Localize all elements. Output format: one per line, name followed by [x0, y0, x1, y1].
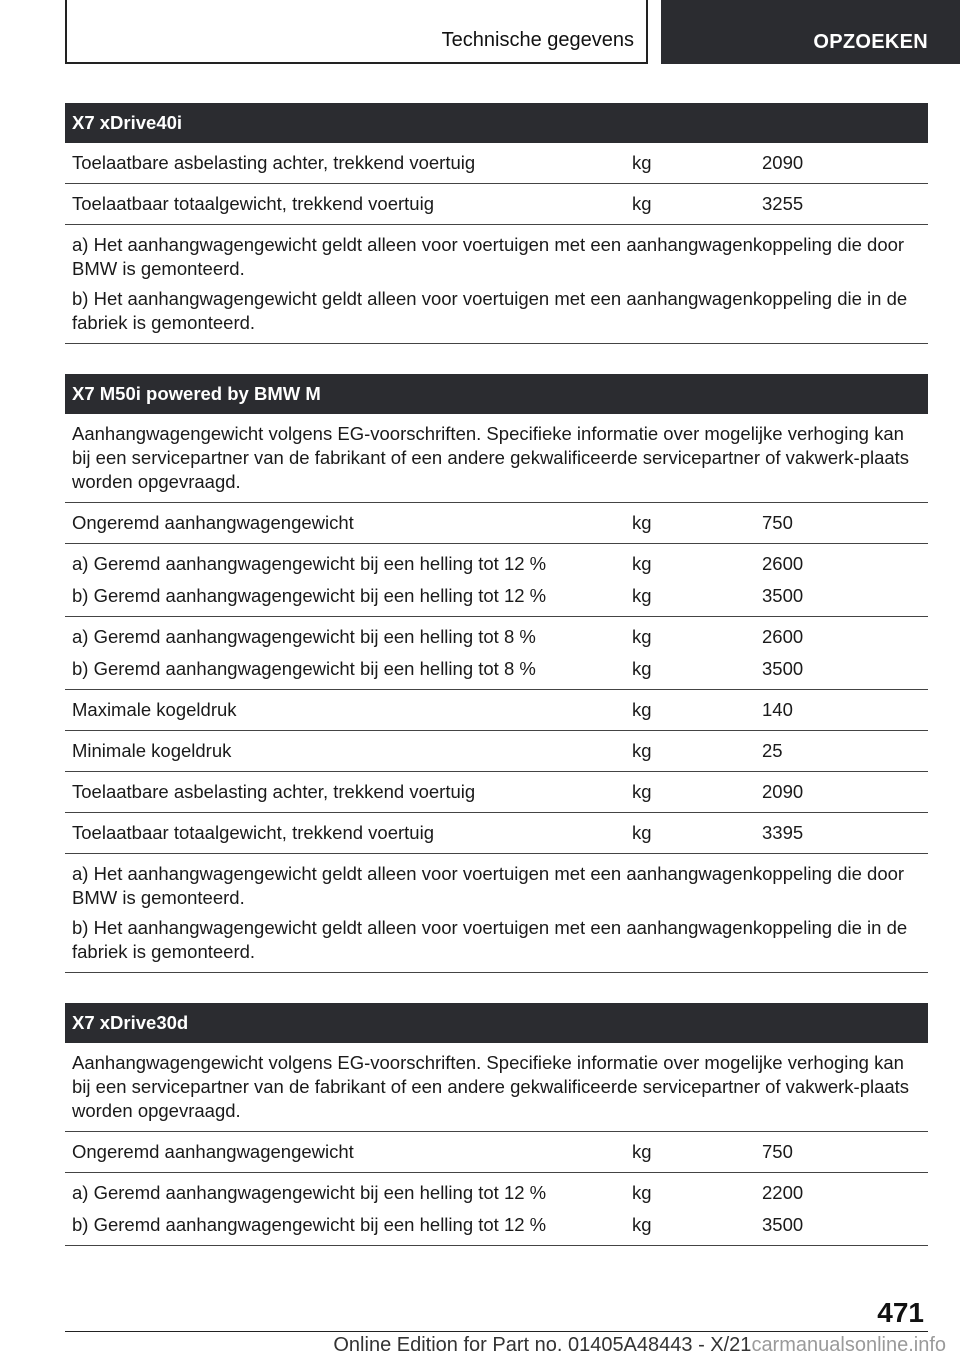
watermark-text: carmanualsonline.info — [751, 1334, 946, 1356]
row-unit — [632, 621, 762, 685]
row-value: 750 — [762, 512, 793, 533]
row-unit: kg — [632, 740, 652, 761]
row-value — [762, 548, 928, 612]
table-row — [65, 617, 928, 690]
row-unit-b: kg — [632, 585, 652, 606]
section-header-xdrive40i: X7 xDrive40i — [65, 103, 928, 143]
row-label-a: a) Geremd aanhangwagengewicht bij een helling tot 12 % — [72, 1182, 547, 1203]
row-label-a: a) Geremd aanhangwagengewicht bij een helling tot 12 % — [72, 553, 547, 574]
row-label: Ongeremd aanhangwagengewicht — [72, 1141, 354, 1162]
section-intro — [65, 1043, 928, 1132]
row-unit: kg — [632, 152, 652, 173]
row-value-a: 2600 — [762, 553, 804, 574]
header-section-title: Technische gegevens — [441, 29, 634, 51]
row-value — [762, 621, 928, 685]
spec-content — [65, 103, 928, 1246]
footnotes — [65, 854, 928, 973]
row-unit-b: kg — [632, 1214, 652, 1235]
row-label-b: b) Geremd aanhangwagengewicht bij een helling tot 12 % — [72, 585, 547, 606]
table-row — [65, 143, 928, 184]
row-label — [65, 1177, 632, 1241]
row-label: Maximale kogeldruk — [72, 699, 237, 720]
row-value-b: 3500 — [762, 585, 804, 606]
table-row — [65, 544, 928, 617]
table-row — [65, 731, 928, 772]
row-unit: kg — [632, 781, 652, 802]
row-label — [65, 621, 632, 685]
section-header-m50i: X7 M50i powered by BMW M — [65, 374, 928, 414]
row-label: Toelaatbaar totaalgewicht, trekkend voertuig — [72, 193, 434, 214]
row-value: 25 — [762, 740, 783, 761]
row-unit — [632, 548, 762, 612]
row-unit: kg — [632, 699, 652, 720]
footnote-a: a) Het aanhangwagengewicht geldt alleen voor voertuigen met een aanhangwagenkoppeling die door BMW is gemonteerd. — [72, 234, 905, 279]
lookup-button-label: OPZOEKEN — [813, 31, 928, 53]
row-label-b: b) Geremd aanhangwagengewicht bij een helling tot 8 % — [72, 658, 536, 679]
footnote-b: b) Het aanhangwagengewicht geldt alleen voor voertuigen met een aanhangwagenkoppeling die in de fabriek is gemonteerd. — [72, 917, 908, 962]
footnote-a: a) Het aanhangwagengewicht geldt alleen voor voertuigen met een aanhangwagenkoppeling die door BMW is gemonteerd. — [72, 863, 905, 908]
table-row — [65, 813, 928, 854]
row-unit-a: kg — [632, 553, 652, 574]
section-header-xdrive30d: X7 xDrive30d — [65, 1003, 928, 1043]
footer-divider — [65, 1331, 928, 1332]
row-value: 3395 — [762, 822, 804, 843]
row-value: 140 — [762, 699, 793, 720]
footnote-b: b) Het aanhangwagengewicht geldt alleen voor voertuigen met een aanhangwagenkoppeling die in de fabriek is gemonteerd. — [72, 288, 908, 333]
row-unit-b: kg — [632, 658, 652, 679]
row-value-b: 3500 — [762, 658, 804, 679]
row-label: Minimale kogeldruk — [72, 740, 232, 761]
row-value: 750 — [762, 1141, 793, 1162]
row-unit-a: kg — [632, 1182, 652, 1203]
table-row — [65, 1173, 928, 1246]
row-value-b: 3500 — [762, 1214, 804, 1235]
row-value-a: 2200 — [762, 1182, 804, 1203]
row-label: Toelaatbaar totaalgewicht, trekkend voertuig — [72, 822, 434, 843]
row-label-a: a) Geremd aanhangwagengewicht bij een helling tot 8 % — [72, 626, 536, 647]
row-unit: kg — [632, 512, 652, 533]
row-unit-a: kg — [632, 626, 652, 647]
table-row — [65, 772, 928, 813]
row-value: 2090 — [762, 152, 804, 173]
row-label — [65, 548, 632, 612]
row-value: 3255 — [762, 193, 804, 214]
footnotes — [65, 225, 928, 344]
header-section-tab — [65, 0, 648, 64]
table-row — [65, 690, 928, 731]
row-value-a: 2600 — [762, 626, 804, 647]
row-unit: kg — [632, 1141, 652, 1162]
footer-edition — [333, 1334, 946, 1357]
row-unit: kg — [632, 822, 652, 843]
row-label: Toelaatbare asbelasting achter, trekkend voertuig — [72, 781, 476, 802]
row-label: Ongeremd aanhangwagengewicht — [72, 512, 354, 533]
page-number: 471 — [877, 1297, 924, 1328]
lookup-button[interactable] — [661, 0, 960, 64]
row-value — [762, 1177, 928, 1241]
row-label: Toelaatbare asbelasting achter, trekkend voertuig — [72, 152, 476, 173]
intro-text: Aanhangwagengewicht volgens EG-voorschriften. Specifieke informatie over mogelijke verhoging kan bij een servicepartner van de fabrikant of een andere gekwalificeerde servicepartner of vakwerk-plaats worden opgevraagd. — [72, 1052, 910, 1121]
row-unit: kg — [632, 193, 652, 214]
table-row — [65, 184, 928, 225]
row-value: 2090 — [762, 781, 804, 802]
row-label-b: b) Geremd aanhangwagengewicht bij een helling tot 12 % — [72, 1214, 547, 1235]
row-unit — [632, 1177, 762, 1241]
intro-text: Aanhangwagengewicht volgens EG-voorschriften. Specifieke informatie over mogelijke verhoging kan bij een servicepartner van de fabrikant of een andere gekwalificeerde servicepartner of vakwerk-plaats worden opgevraagd. — [72, 423, 910, 492]
table-row — [65, 503, 928, 544]
section-intro — [65, 414, 928, 503]
edition-text: Online Edition for Part no. 01405A48443 - X/21 — [333, 1334, 752, 1356]
table-row — [65, 1132, 928, 1173]
